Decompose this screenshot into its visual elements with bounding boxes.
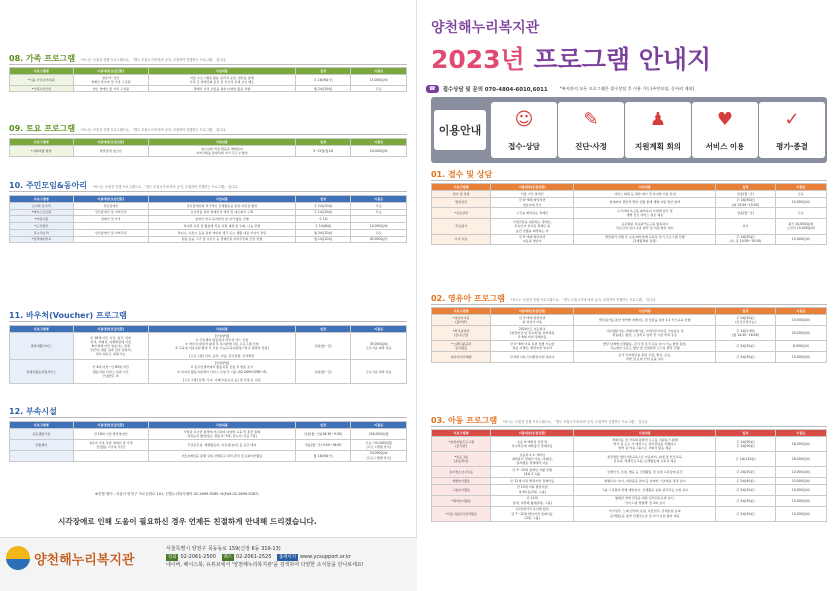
usage-guide-box bbox=[431, 97, 827, 163]
table-cell: 연중(월~금) bbox=[716, 190, 775, 197]
fax-tag: 팩스 bbox=[223, 555, 232, 560]
table-cell: 초등 4~6학년 일반 및 특수학급에 재학중인 경제아동 bbox=[491, 436, 574, 451]
table-cell: 만 5~6세 이하 독립 진행 가능한 경증 지체인, 발달지연 영유아 bbox=[491, 340, 574, 351]
table-cell: 만 0~6세 발달지연 영유아의 부모 bbox=[491, 197, 574, 208]
table-saturday-program bbox=[9, 138, 407, 157]
table-cell: 형제관 관계 만들을 위한 심리치료요법 실시, '가이드렌 경쟁체' 연 2회 실시 bbox=[574, 495, 716, 506]
table-cell: 평가 10,000원/회 소견서 10,000원/회 bbox=[775, 219, 826, 234]
table-row bbox=[432, 234, 827, 245]
diagnosis-icon: ✎ bbox=[583, 109, 599, 130]
table-cell: 무료 bbox=[351, 85, 407, 92]
table-row bbox=[10, 223, 407, 230]
table-row bbox=[432, 495, 827, 506]
table-cell: 그룹 구성원과 함께 개방놀이, 신체활동 등의 심리치료 요법 실시 bbox=[574, 484, 716, 495]
usage-step bbox=[759, 102, 825, 158]
left-page bbox=[0, 0, 417, 591]
program-name-cell: 목누리요리 bbox=[10, 229, 74, 236]
program-name-cell: •레저스포츠팀 bbox=[10, 209, 74, 216]
table-row bbox=[10, 229, 407, 236]
contact-phone[interactable]: 접수상담 및 문의 070-4804-6010,6011 bbox=[442, 87, 548, 93]
table-cell: 20,000원/회 (프로그램별 상이) bbox=[351, 450, 407, 461]
usage-guide-label: 이용안내 bbox=[434, 110, 486, 150]
program-name-cell: •스퀘트팡공과 들이활동 bbox=[432, 340, 491, 351]
section-03-title: 03. 아동 프로그램 *표시는 모집상 진행 프로그램으로, 「별도 모집시기에 따라 공지, 모집하여 진행하는 프로그램」 입니다. bbox=[431, 416, 649, 425]
table-cell: 주 2회(30분) bbox=[716, 351, 775, 362]
table-row bbox=[432, 351, 827, 362]
table-cell bbox=[73, 450, 148, 461]
program-name-cell: 공동생활가정 bbox=[10, 428, 74, 439]
table-cell: 만 3~6세 발달지연 위 영유아 아동 bbox=[491, 314, 574, 325]
table-row bbox=[10, 216, 407, 223]
table-affiliated-facilities bbox=[9, 421, 407, 462]
column-header: 이용료 bbox=[351, 68, 407, 75]
table-voucher-program bbox=[9, 325, 407, 384]
table-header-row bbox=[10, 422, 407, 429]
sinwol-center-note: ※신월 센터 : 서울시 양천구 가로공원로 101, 신월누리복지센터 02-2699-9285~6(FAX.02-2699-9287) bbox=[95, 492, 259, 496]
table-row bbox=[10, 428, 407, 439]
table-cell: 발달평가를 통한 영역별 개별지도 및 상담을 통한 1:1 부모교육 진행 bbox=[574, 314, 716, 325]
right-page bbox=[418, 0, 835, 591]
table-cell: 13,000원/회 bbox=[775, 506, 826, 521]
table-cell: 주 1회(50분) (화 15:00~15:50) bbox=[716, 197, 775, 208]
table-cell: 발달 단계별 신체활동, 감각 및 조직 운동 놀이 기능 발달 통한, 기능개선 수준도 향상 및 민첩함과 소근육 발달 진행 bbox=[574, 340, 716, 351]
logo-mark-icon bbox=[6, 546, 30, 570]
table-cell: 가정과 유사한 환경에 거주하며 다양한 교육 및 훈련 통해 자립능력 향상(입소 정원 4~5명, 취누리, 이음 7명) bbox=[148, 428, 295, 439]
usage-step bbox=[558, 102, 624, 158]
usage-step bbox=[491, 102, 557, 158]
table-cell: 성인장애인 및 지역주민 bbox=[73, 209, 148, 216]
program-name-cell: •학교준비반 (신나는반) bbox=[432, 325, 491, 340]
table-cell: 개별/교수 놀이, 자람중동 참여 등 다양한 기초학습 과정 실시 bbox=[574, 477, 716, 484]
table-cell: 주 2회(12회) bbox=[295, 202, 351, 209]
table-family-program bbox=[9, 67, 407, 92]
section-08-title: 08. 가족 프로그램 *표시는 모집상 진행 프로그램으로, 「별도 모집시기에 따라 공지, 모집하여 진행하는 프로그램」 입니다. bbox=[9, 54, 227, 63]
table-child-program bbox=[431, 429, 827, 522]
table-cell: 심리/정서적 증진에 있어 만 7~12세 발달지연 장애아동 (3명, 그룹) bbox=[491, 506, 574, 521]
contact-note: *복지관의 모든 프로그램은 접수상담 후 이용 가능(주민모임, 동아리 제외) bbox=[559, 86, 695, 91]
column-header: 사업내용 bbox=[148, 326, 295, 333]
table-cell: 45,000원/년 bbox=[351, 236, 407, 243]
column-header: 일정 bbox=[295, 422, 351, 429]
program-name-cell: •아동그룹음악심리활동 bbox=[432, 506, 491, 521]
column-header: 프로그램명 bbox=[10, 326, 74, 333]
table-cell: 미술 프로그램을 활용 심리적 공감, 결산을 통해 가족 간 관계강화 증진 및 부모역 문제 요인 해소 bbox=[148, 74, 295, 85]
table-cell: 만 12세 이하 발달지연 장애아동(3명, 그룹) bbox=[491, 484, 574, 495]
program-name-cell: 발달진단 bbox=[432, 197, 491, 208]
table-cell: 복지관 독립 및 활동에 작동 지원 재정 및 수확, 나눔 진행 bbox=[148, 223, 295, 230]
table-cell: 15,000원/회 bbox=[351, 74, 407, 85]
usage-step-label: 지원계획 회의 bbox=[634, 142, 682, 151]
table-row bbox=[432, 208, 827, 219]
table-cell: 무료 bbox=[351, 229, 407, 236]
logo bbox=[6, 546, 134, 570]
table-row bbox=[432, 506, 827, 521]
table-cell: 월 2회(10회) bbox=[295, 85, 351, 92]
tel-tag: 전화 bbox=[168, 555, 177, 560]
table-cell: 청소년의 적정 활동을 계획하여 지역사회를 탐방하며 자기 주도성 향상 bbox=[148, 145, 295, 156]
table-cell: 기본생활기술, 과제수행기술, 사회성인지수준 기술습득 및 학습태도 향상, 소집학교 입학 전 기본 학력 증진 bbox=[574, 325, 716, 340]
table-cell bbox=[351, 216, 407, 223]
table-cell: 구직자의 욕구를 파악하여 사업계 업무 및 개별 진로 서비스 정보 제공 bbox=[574, 208, 716, 219]
column-header: 이용료 bbox=[775, 430, 826, 437]
contact-info bbox=[166, 545, 364, 569]
program-name-cell: •초등그룹 (초등학년) bbox=[432, 451, 491, 466]
table-cell bbox=[73, 236, 148, 243]
table-cell: 가정진단을 위원하는 경제인, 치료인지 상시된 경제인 중 승진 연출을 희망하는 자 bbox=[491, 219, 574, 234]
table-cell: 만 18세 미만 시각, 청각, 언어 지적, 자폐성, 뇌병변장애 아동 ※만 6세 미만 영유아는 장애 진단서, 재봉 결과 검사 결과서, 결사 의료로 대체 가능 bbox=[73, 332, 148, 360]
table-cell: 성인 경에인 및 가족 구성원 bbox=[73, 85, 148, 92]
column-header: 일정 bbox=[716, 308, 775, 315]
table-cell: 보급리를 통한 장애인식 개선 및 네트워크 구축 bbox=[148, 209, 295, 216]
column-header: 이용료 bbox=[775, 184, 826, 191]
table-cell: 18,000원/회 bbox=[775, 436, 826, 451]
table-cell: 무료 bbox=[775, 208, 826, 219]
table-cell: 경제인 및 가족 bbox=[73, 216, 148, 223]
table-header-row bbox=[432, 308, 827, 315]
logo-text: 양천해누리복지관 bbox=[34, 552, 135, 568]
table-row bbox=[432, 314, 827, 325]
table-cell: 주 1회(6회) bbox=[295, 223, 351, 230]
table-cell: 경에인 가족 모임을 통한 다양한 활동 진행 bbox=[148, 85, 295, 92]
table-row bbox=[10, 439, 407, 450]
table-cell: 구직을 희망하는 경제인 bbox=[491, 208, 574, 219]
column-header: 사업내용 bbox=[574, 184, 716, 191]
header-subtitle: 양천해누리복지관 bbox=[431, 20, 540, 36]
column-header: 일정 bbox=[295, 196, 351, 203]
homepage-tag: 홈페이지 bbox=[279, 555, 296, 560]
table-cell: 영유아 가족 상담 경제인 및 가족 (신월동 거주자 우선) bbox=[73, 439, 148, 450]
tel-number[interactable]: 02-2061-2500 bbox=[180, 554, 216, 560]
table-cell: 발달장애 청소년 bbox=[73, 145, 148, 156]
section-02-title: 02. 영유아 프로그램 *표시는 모집상 진행 프로그램으로, 「별도 모집시기에 따라 공지, 모집하여 진행하는 프로그램」 입니다. bbox=[431, 294, 657, 303]
column-header: 일정 bbox=[716, 430, 775, 437]
column-header: 사업내용 bbox=[574, 430, 716, 437]
table-row bbox=[432, 484, 827, 495]
table-cell: 장애인 학교 음악대전 및 여가 활동 진행 bbox=[148, 216, 295, 223]
table-cell: 주 2회(50분) bbox=[716, 466, 775, 477]
table-cell: 주 1회(6회기) bbox=[295, 74, 351, 85]
table-row bbox=[10, 85, 407, 92]
section-11-title: 11. 바우처(Voucher) 프로그램 bbox=[9, 311, 127, 320]
column-header: 이용대상(모집인원) bbox=[73, 68, 148, 75]
table-cell: 연중(월~금) bbox=[716, 208, 775, 219]
table-cell: 연중(월~금) 9:00~18:00 bbox=[295, 439, 351, 450]
header-title bbox=[431, 40, 711, 76]
table-cell: 13,000원/회 bbox=[775, 484, 826, 495]
program-name-cell: •치료상담 bbox=[432, 208, 491, 219]
table-cell: 주 1회(12회) bbox=[295, 209, 351, 216]
program-name-cell: •통합지원프로그램 (단식반) bbox=[432, 436, 491, 451]
table-cell: 만 4세 이하 인지발달지연 영유아 bbox=[491, 351, 574, 362]
table-header-row bbox=[10, 196, 407, 203]
column-header: 일정 bbox=[716, 184, 775, 191]
program-name-cell: 영유아인지체험 bbox=[432, 351, 491, 362]
table-cell: 15,000원/회 bbox=[775, 351, 826, 362]
table-cell: 주 1회 bbox=[295, 216, 351, 223]
table-cell: 건강증진실, 체험활동터, 치유실(놀이) 등 공간 대여 bbox=[148, 439, 295, 450]
table-cell: 15,000원/회 bbox=[775, 234, 826, 245]
table-community-clubs bbox=[9, 195, 407, 243]
phone-icon: ☎ bbox=[426, 85, 439, 93]
address: 서울특별시 양천구 목동동로 159(신정 6동 319-13) bbox=[166, 546, 281, 552]
column-header: 프로그램명 bbox=[10, 196, 74, 203]
table-cell: 연중(월~금) bbox=[295, 332, 351, 360]
table-cell bbox=[73, 223, 148, 230]
column-header: 일정 bbox=[295, 68, 351, 75]
table-cell: 주 1회(120분) bbox=[716, 451, 775, 466]
column-header: 이용대상(모집인원) bbox=[491, 430, 574, 437]
column-header: 사업내용 bbox=[148, 196, 295, 203]
table-cell: 연중(월~금)(16:30~9:30) bbox=[295, 428, 351, 439]
table-intake-consult bbox=[431, 183, 827, 245]
table-row bbox=[432, 190, 827, 197]
table-cell: 주 2회(50분) bbox=[716, 495, 775, 506]
program-name-cell: •어린이홀 bbox=[10, 216, 74, 223]
column-header: 이용대상(모집인원) bbox=[73, 139, 148, 146]
table-cell: 월 1회(6회기) bbox=[295, 450, 351, 461]
program-name-cell: •가족독서모임 bbox=[10, 85, 74, 92]
program-name-cell bbox=[10, 450, 74, 461]
evaluation-icon: ✓ bbox=[784, 109, 800, 130]
table-row bbox=[432, 436, 827, 451]
column-header: 이용료 bbox=[351, 139, 407, 146]
table-cell: 원통 감을 그기 및 기존기 등 경제인과 지역주민의 모임 진행 bbox=[148, 236, 295, 243]
table-cell: 월 2회(12회) bbox=[295, 229, 351, 236]
table-cell: 정신생물 생산기술교육으로 아동까지, 위생 및 안전교육, 신교육, 경제진로교육, 또래활동에 교육성 제공 bbox=[574, 451, 716, 466]
table-row bbox=[432, 219, 827, 234]
table-cell: 주 2회(50분) bbox=[716, 484, 775, 495]
program-name-cell: 그룹놀이활동 bbox=[432, 484, 491, 495]
table-cell: 조기 인지발달을 통한 주용, 발성, 조음, 미학 및 표현 언어 등을 실시 bbox=[574, 351, 716, 362]
column-header: 프로그램명 bbox=[10, 68, 74, 75]
table-cell: 주 2회(50분) (시간조정가능) bbox=[716, 314, 775, 325]
table-cell: 악기연주, 노래 감상과 표현, 즉흥연주, 상세표현 등의 음악활동을 통한 신체코오콘 및 자기 표현 향상 제공 bbox=[574, 506, 716, 521]
table-cell: 20,000원/회 bbox=[351, 145, 407, 156]
column-header: 사업내용 bbox=[148, 139, 295, 146]
table-cell: 무료~15,000원/월 (프로그램별 상이) bbox=[351, 439, 407, 450]
column-header: 사업내용 bbox=[148, 68, 295, 75]
table-cell: 주 2회(40분) bbox=[716, 477, 775, 484]
table-cell: [신청방법] ① 주민센터 방문하여 바우처 카드 신청 ② 바우처 대상자 확정 후 복지관에 치료 프로그램 신청 ③ 교육청 치료지원 확정 후 이용 가능(교육지원청 / 학교 담당자 상담) [프로그램] 언어, 음악, 미술, 감각통합, 인지발달 bbox=[148, 332, 295, 360]
table-cell: 주 1회(50분) (수, 목 10:00~10:50) bbox=[716, 234, 775, 245]
visual-impairment-callout: 시각장애로 인해 도움이 필요하신 경우 언제든 친절하게 안내해 드리겠습니다. bbox=[58, 517, 317, 526]
homepage-link[interactable]: www.ycsupport.or.kr bbox=[299, 554, 352, 560]
table-cell: 표준화된 치료평가도구를 활용하여 치료인지 상시 수준 파악 및 지원 방안 제시 bbox=[574, 219, 716, 234]
program-name-cell: •영유아교실 (출석반) bbox=[432, 314, 491, 325]
section-10-title: 10. 주민모임&동아리 *표시는 모집상 진행 프로그램으로, 「별도 모집시기에 따라 공지, 모집하여 진행하는 프로그램」 입니다. bbox=[9, 181, 239, 190]
section-12-title: 12. 부속시설 bbox=[9, 407, 57, 416]
contact-row bbox=[426, 85, 831, 93]
table-row bbox=[10, 202, 407, 209]
program-name-cell: •도서정부 bbox=[10, 223, 74, 230]
header-year: 2023년 bbox=[431, 45, 525, 74]
program-name-cell: •체력놀이활동 bbox=[432, 495, 491, 506]
table-cell: 성인장애인 및 지역주민 bbox=[73, 229, 148, 236]
table-cell: 영유아~성인 경제인 당사자 및 가족 구성원 bbox=[73, 74, 148, 85]
table-cell: 성인장애인의 적극적인 신체활동을 통한 자존감 향상 bbox=[148, 202, 295, 209]
table-row bbox=[432, 451, 827, 466]
service-icon: ♥ bbox=[716, 109, 734, 130]
table-cell: 월 1회(12회) bbox=[295, 236, 351, 243]
table-cell: 3~12월/월1회 bbox=[295, 145, 351, 156]
table-cell: 주 1회(90분) 주 2회(90분) bbox=[716, 436, 775, 451]
column-header: 프로그램명 bbox=[432, 430, 491, 437]
table-cell: 만 12세 장애, 비경제 형제(2명, 그룹) bbox=[491, 495, 574, 506]
table-cell: 8,000원/회 bbox=[775, 340, 826, 351]
table-row bbox=[10, 145, 407, 156]
table-row bbox=[432, 477, 827, 484]
table-cell: 만 6세 이상~만 65세 미만 활동지원 서비스 결과 시간 인정받은 자 bbox=[73, 360, 148, 383]
meeting-icon: ♟ bbox=[649, 109, 667, 130]
program-name-cell: 접수 및 상담 bbox=[432, 190, 491, 197]
usage-step-label: 접수·상담 bbox=[508, 142, 540, 151]
program-name-cell: •성화막향 탐방 bbox=[10, 145, 74, 156]
table-cell: 2024년도 초등학교 (발전학급 및 특수학급) 진학예정 만 6세 미취 경제아동 bbox=[491, 325, 574, 340]
footer bbox=[0, 537, 417, 591]
usage-step-label: 진단·사정 bbox=[575, 142, 607, 151]
table-cell: 서울슬레일을 통해 강의 진행되고 관리 관리 및 문화여가활동 bbox=[148, 450, 295, 461]
program-name-cell: 우리 치료 bbox=[432, 234, 491, 245]
table-cell: 만 12세 이하 발달지연 경제아동 bbox=[491, 477, 574, 484]
table-row bbox=[432, 325, 827, 340]
usage-step bbox=[625, 102, 691, 158]
column-header: 이용대상(모집인원) bbox=[73, 326, 148, 333]
table-cell: 200,000원/월 bbox=[351, 428, 407, 439]
table-cell: 발달평가 진행 후 보호자와 함께 교육상 단기 프로그램 진행 (2개월 8회 과정) bbox=[574, 234, 716, 245]
program-name-cell: •이음 가족심리지원 bbox=[10, 74, 74, 85]
table-header-row bbox=[10, 326, 407, 333]
section-01-title: 01. 접수 및 상담 bbox=[431, 170, 493, 179]
table-cell: 13,000원/회 bbox=[775, 477, 826, 484]
table-header-row bbox=[10, 139, 407, 146]
usage-step-label: 서비스 이용 bbox=[705, 142, 745, 151]
column-header: 일정 bbox=[295, 139, 351, 146]
column-header: 프로그램명 bbox=[432, 308, 491, 315]
table-cell: 18,000원/회 bbox=[775, 451, 826, 466]
table-cell: 주 1회(1:30) (월 14:30~16:00) bbox=[716, 325, 775, 340]
column-header: 이용료 bbox=[351, 326, 407, 333]
table-cell: 주 2회(50분) bbox=[716, 506, 775, 521]
header-title-rest: 프로그램 안내지 bbox=[533, 45, 712, 74]
table-cell: 경제아동 및 가족의 통합적 요구를 지원하기 위해 학기 중 토요 사 대상으로 심리상담을 진행하고 방학 중 마동그룹으로 사회성 활동 제공 bbox=[574, 436, 716, 451]
table-cell: 15,000원/회 bbox=[775, 495, 826, 506]
table-row bbox=[10, 209, 407, 216]
program-name-cell: •정적예비학교 bbox=[10, 236, 74, 243]
usage-step bbox=[692, 102, 758, 158]
table-row bbox=[10, 450, 407, 461]
table-row bbox=[10, 74, 407, 85]
table-infant-program bbox=[431, 307, 827, 363]
program-name-cell: 개별놀이활동 bbox=[432, 477, 491, 484]
column-header: 프로그램명 bbox=[432, 184, 491, 191]
table-header-row bbox=[10, 68, 407, 75]
table-cell: 라디오, 유튜브 등을 통한 개인의 생각 또는 생활 내용 이야기 전달 bbox=[148, 229, 295, 236]
table-row bbox=[432, 466, 827, 477]
table-cell: 현재까지 전반적 발달 상황 통해 개별 지원 방안 탐색 bbox=[574, 197, 716, 208]
fax-number: 02-2061-2525 bbox=[235, 554, 272, 560]
table-row bbox=[432, 340, 827, 351]
table-cell: 15,000원/회 bbox=[775, 197, 826, 208]
table-cell: 15,000원/회 bbox=[775, 314, 826, 325]
column-header: 이용대상(모집인원) bbox=[73, 422, 148, 429]
table-cell: 서비스 의뢰 등 원한 제시 및 복지관 이용 안내 bbox=[574, 190, 716, 197]
table-cell: 상시 bbox=[716, 219, 775, 234]
program-name-cell: 오지라 동아리 bbox=[10, 202, 74, 209]
program-name-cell: 신월센터 bbox=[10, 439, 74, 450]
table-cell: 무료 bbox=[775, 190, 826, 197]
usage-step-label: 평가·종결 bbox=[776, 142, 808, 151]
table-cell: 35,000원/회 소득기준 따라 차등 bbox=[351, 332, 407, 360]
table-cell: 서울 거주 장애인 bbox=[491, 190, 574, 197]
sns-note: 네이버, 페이스북, 유튜브에서 '양천해누리복지관'을 검색하여 다양한 소식들을 만나보세요! bbox=[166, 562, 364, 569]
table-cell: [신청방법] ① 동주민센터에서 활동지원 신청 후 방문 조사 ② 복지관 활동지원센터 서비스 신청 후 이용 (02-2699-9285~6) [프로그램] 신체, 가사, 사회(이동보조 등) 및 가정 등 지원 bbox=[148, 360, 295, 383]
table-cell: 연중(월~금) bbox=[295, 360, 351, 383]
table-row bbox=[432, 197, 827, 208]
table-cell: 13,000원/회 bbox=[775, 466, 826, 477]
table-row bbox=[10, 360, 407, 383]
table-cell: 초등학교 1~3학년 재학중인 경제인 아동, 자폐성, 정서행동 경계에서 아동 bbox=[491, 451, 574, 466]
column-header: 이용료 bbox=[351, 422, 407, 429]
table-cell: 만 5~12세 장애인 지향 진행 (3회 2그룹) bbox=[491, 466, 574, 477]
consult-icon: ☺ bbox=[514, 109, 534, 130]
table-cell: 신체인식, 조절, 협응 등 신체활동 및 또래 교류술에 증진 bbox=[574, 466, 716, 477]
table-cell: 20,000원/회 bbox=[775, 325, 826, 340]
column-header: 이용료 bbox=[351, 196, 407, 203]
table-cell: 만 18세 이상 발달장애인 bbox=[73, 428, 148, 439]
table-cell: 무료 bbox=[351, 209, 407, 216]
section-09-title: 09. 토요 프로그램 *표시는 모집상 진행 프로그램으로, 「별도 모집시기에 따라 공지, 모집하여 진행하는 프로그램」 입니다. bbox=[9, 124, 227, 133]
column-header: 이용대상(모집인원) bbox=[491, 184, 574, 191]
program-name-cell: 장애인활동지원서비스 bbox=[10, 360, 74, 383]
table-cell: 무료 bbox=[351, 202, 407, 209]
table-header-row bbox=[432, 184, 827, 191]
program-name-cell: 발달재활서비스 bbox=[10, 332, 74, 360]
column-header: 이용대상(모집인원) bbox=[73, 196, 148, 203]
table-cell: 소득기준 따라 차등 bbox=[351, 360, 407, 383]
table-row bbox=[10, 236, 407, 243]
table-cell: 10,000원/회 bbox=[351, 223, 407, 230]
table-cell: 성인장애인 bbox=[73, 202, 148, 209]
column-header: 프로그램명 bbox=[10, 139, 74, 146]
column-header: 사업내용 bbox=[574, 308, 716, 315]
table-cell: 만 0~6세 발달지연 아동과 영유아 bbox=[491, 234, 574, 245]
program-name-cell: 유아청소년사유동 bbox=[432, 466, 491, 477]
column-header: 이용대상(모집인원) bbox=[491, 308, 574, 315]
table-header-row bbox=[432, 430, 827, 437]
column-header: 사업내용 bbox=[148, 422, 295, 429]
program-name-cell: 치료평가 bbox=[432, 219, 491, 234]
column-header: 프로그램명 bbox=[10, 422, 74, 429]
column-header: 이용료 bbox=[775, 308, 826, 315]
table-cell: 주 2회(30분) bbox=[716, 340, 775, 351]
column-header: 일정 bbox=[295, 326, 351, 333]
table-row bbox=[10, 332, 407, 360]
